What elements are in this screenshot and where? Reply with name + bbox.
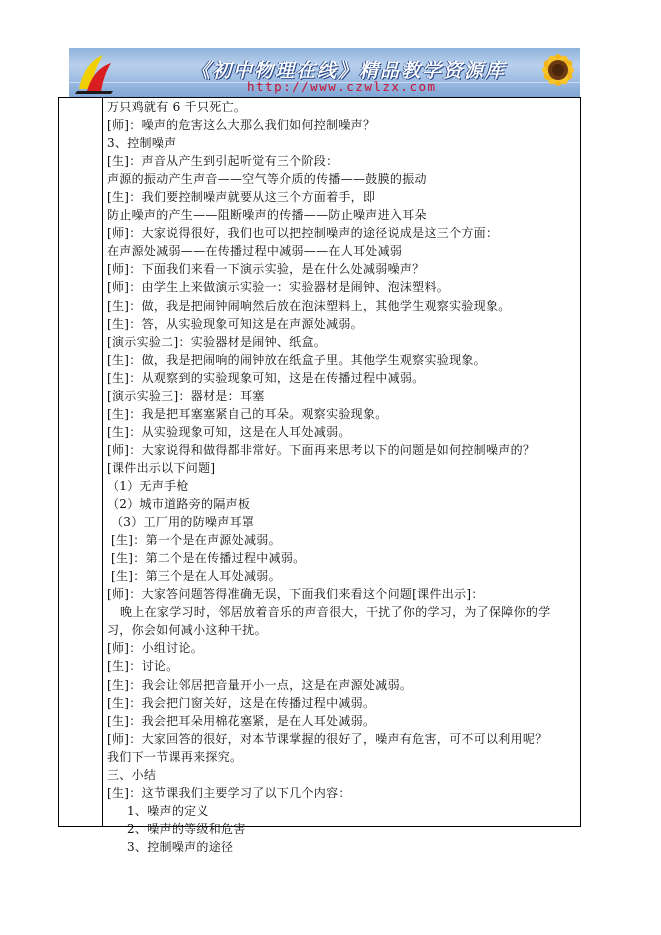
- text-line: [师]：大家回答的很好，对本节课掌握的很好了，噪声有危害，可不可以利用呢？: [107, 731, 548, 746]
- text-line: [生]：做，我是把闹钟闹响然后放在泡沫塑料上，其他学生观察实验现象。: [107, 298, 511, 313]
- text-line: [师]：噪声的危害这么大那么我们如何控制噪声？: [107, 118, 376, 133]
- text-line: [师]：下面我们来看一下演示实验，是在什么处减弱噪声？: [107, 262, 425, 277]
- list-item: （3）工厂用的防噪声耳罩: [111, 515, 255, 530]
- text-line: [生]：我会把门窗关好，这是在传播过程中减弱。: [107, 695, 376, 710]
- list-item: 1、噪声的定义: [127, 803, 209, 818]
- text-line: 习，你会如何减小这种干扰。: [107, 623, 267, 638]
- sunflower-icon: [522, 48, 580, 97]
- text-line: [生]：第二个是在传播过程中减弱。: [111, 551, 306, 566]
- site-logo-icon: [73, 51, 117, 95]
- text-line: 防止噪声的产生——阻断噪声的传播——防止噪声进入耳朵: [107, 208, 427, 223]
- text-line: [演示实验二]：实验器材是闹钟、纸盒。: [107, 334, 327, 349]
- section-heading: 三、小结: [107, 767, 157, 782]
- text-line: [生]：声音从产生到引起听觉有三个阶段：: [107, 154, 339, 169]
- text-line: [生]：这节课我们主要学习了以下几个内容：: [107, 785, 351, 800]
- text-line: [生]：讨论。: [107, 659, 179, 674]
- text-line: [演示实验三]：器材是：耳塞: [107, 388, 265, 403]
- text-line: [生]：第三个是在人耳处减弱。: [111, 569, 281, 584]
- text-line: [生]：我们要控制噪声就要从这三个方面着手，即: [107, 190, 376, 205]
- list-item: （1）无声手枪: [107, 478, 189, 493]
- text-line: [生]：我是把耳塞塞紧自己的耳朵。观察实验现象。: [107, 406, 388, 421]
- list-item: 2、噪声的等级和危害: [127, 821, 246, 836]
- text-line: 我们下一节课再来探究。: [107, 749, 243, 764]
- list-item: 3、控制噪声的途径: [127, 839, 234, 854]
- text-line: [师]：由学生上来做演示实验一：实验器材是闹钟、泡沫塑料。: [107, 280, 450, 295]
- header-banner: [69, 48, 580, 97]
- text-line: 声源的振动产生声音——空气等介质的传播——鼓膜的振动: [107, 172, 427, 187]
- text-line: [生]：我会让邻居把音量开小一点，这是在声源处减弱。: [107, 677, 413, 692]
- list-item: （2）城市道路旁的隔声板: [107, 497, 251, 512]
- text-line: [师]：大家说得很好，我们也可以把控制噪声的途径说成是这三个方面：: [107, 226, 499, 241]
- lesson-content: [107, 98, 577, 856]
- text-line: 万只鸡就有 6 千只死亡。: [107, 100, 247, 114]
- text-line: [生]：第一个是在声源处减弱。: [111, 533, 281, 548]
- text-line: [生]：答，从实验现象可知这是在声源处减弱。: [107, 316, 363, 331]
- text-line: [生]：做，我是把闹响的闹钟放在纸盒子里。其他学生观察实验现象。: [107, 352, 486, 367]
- text-line: [生]：从实验现象可知，这是在人耳处减弱。: [107, 424, 351, 439]
- text-line: 在声源处减弱——在传播过程中减弱——在人耳处减弱: [107, 244, 403, 259]
- text-line: [师]：大家说得和做得都非常好。下面再来思考以下的问题是如何控制噪声的？: [107, 442, 536, 457]
- table-column-divider: [102, 98, 103, 826]
- text-line: [师]：小组讨论。: [107, 641, 204, 656]
- text-line: [生]：我会把耳朵用棉花塞紧，是在人耳处减弱。: [107, 713, 376, 728]
- text-line: 晚上在家学习时，邻居放着音乐的声音很大，干扰了你的学习，为了保障你的学: [120, 605, 551, 620]
- text-line: [课件出示以下问题]: [107, 460, 216, 475]
- section-heading: 3、控制噪声: [107, 136, 177, 151]
- banner-url[interactable]: http://www.czwlzx.com: [247, 79, 437, 94]
- banner-title: 《初中物理在线》精品教学资源库: [191, 60, 507, 82]
- text-line: [师]：大家答问题答得准确无误，下面我们来看这个问题[课件出示]：: [107, 587, 484, 602]
- text-line: [生]：从观察到的实验现象可知，这是在传播过程中减弱。: [107, 370, 425, 385]
